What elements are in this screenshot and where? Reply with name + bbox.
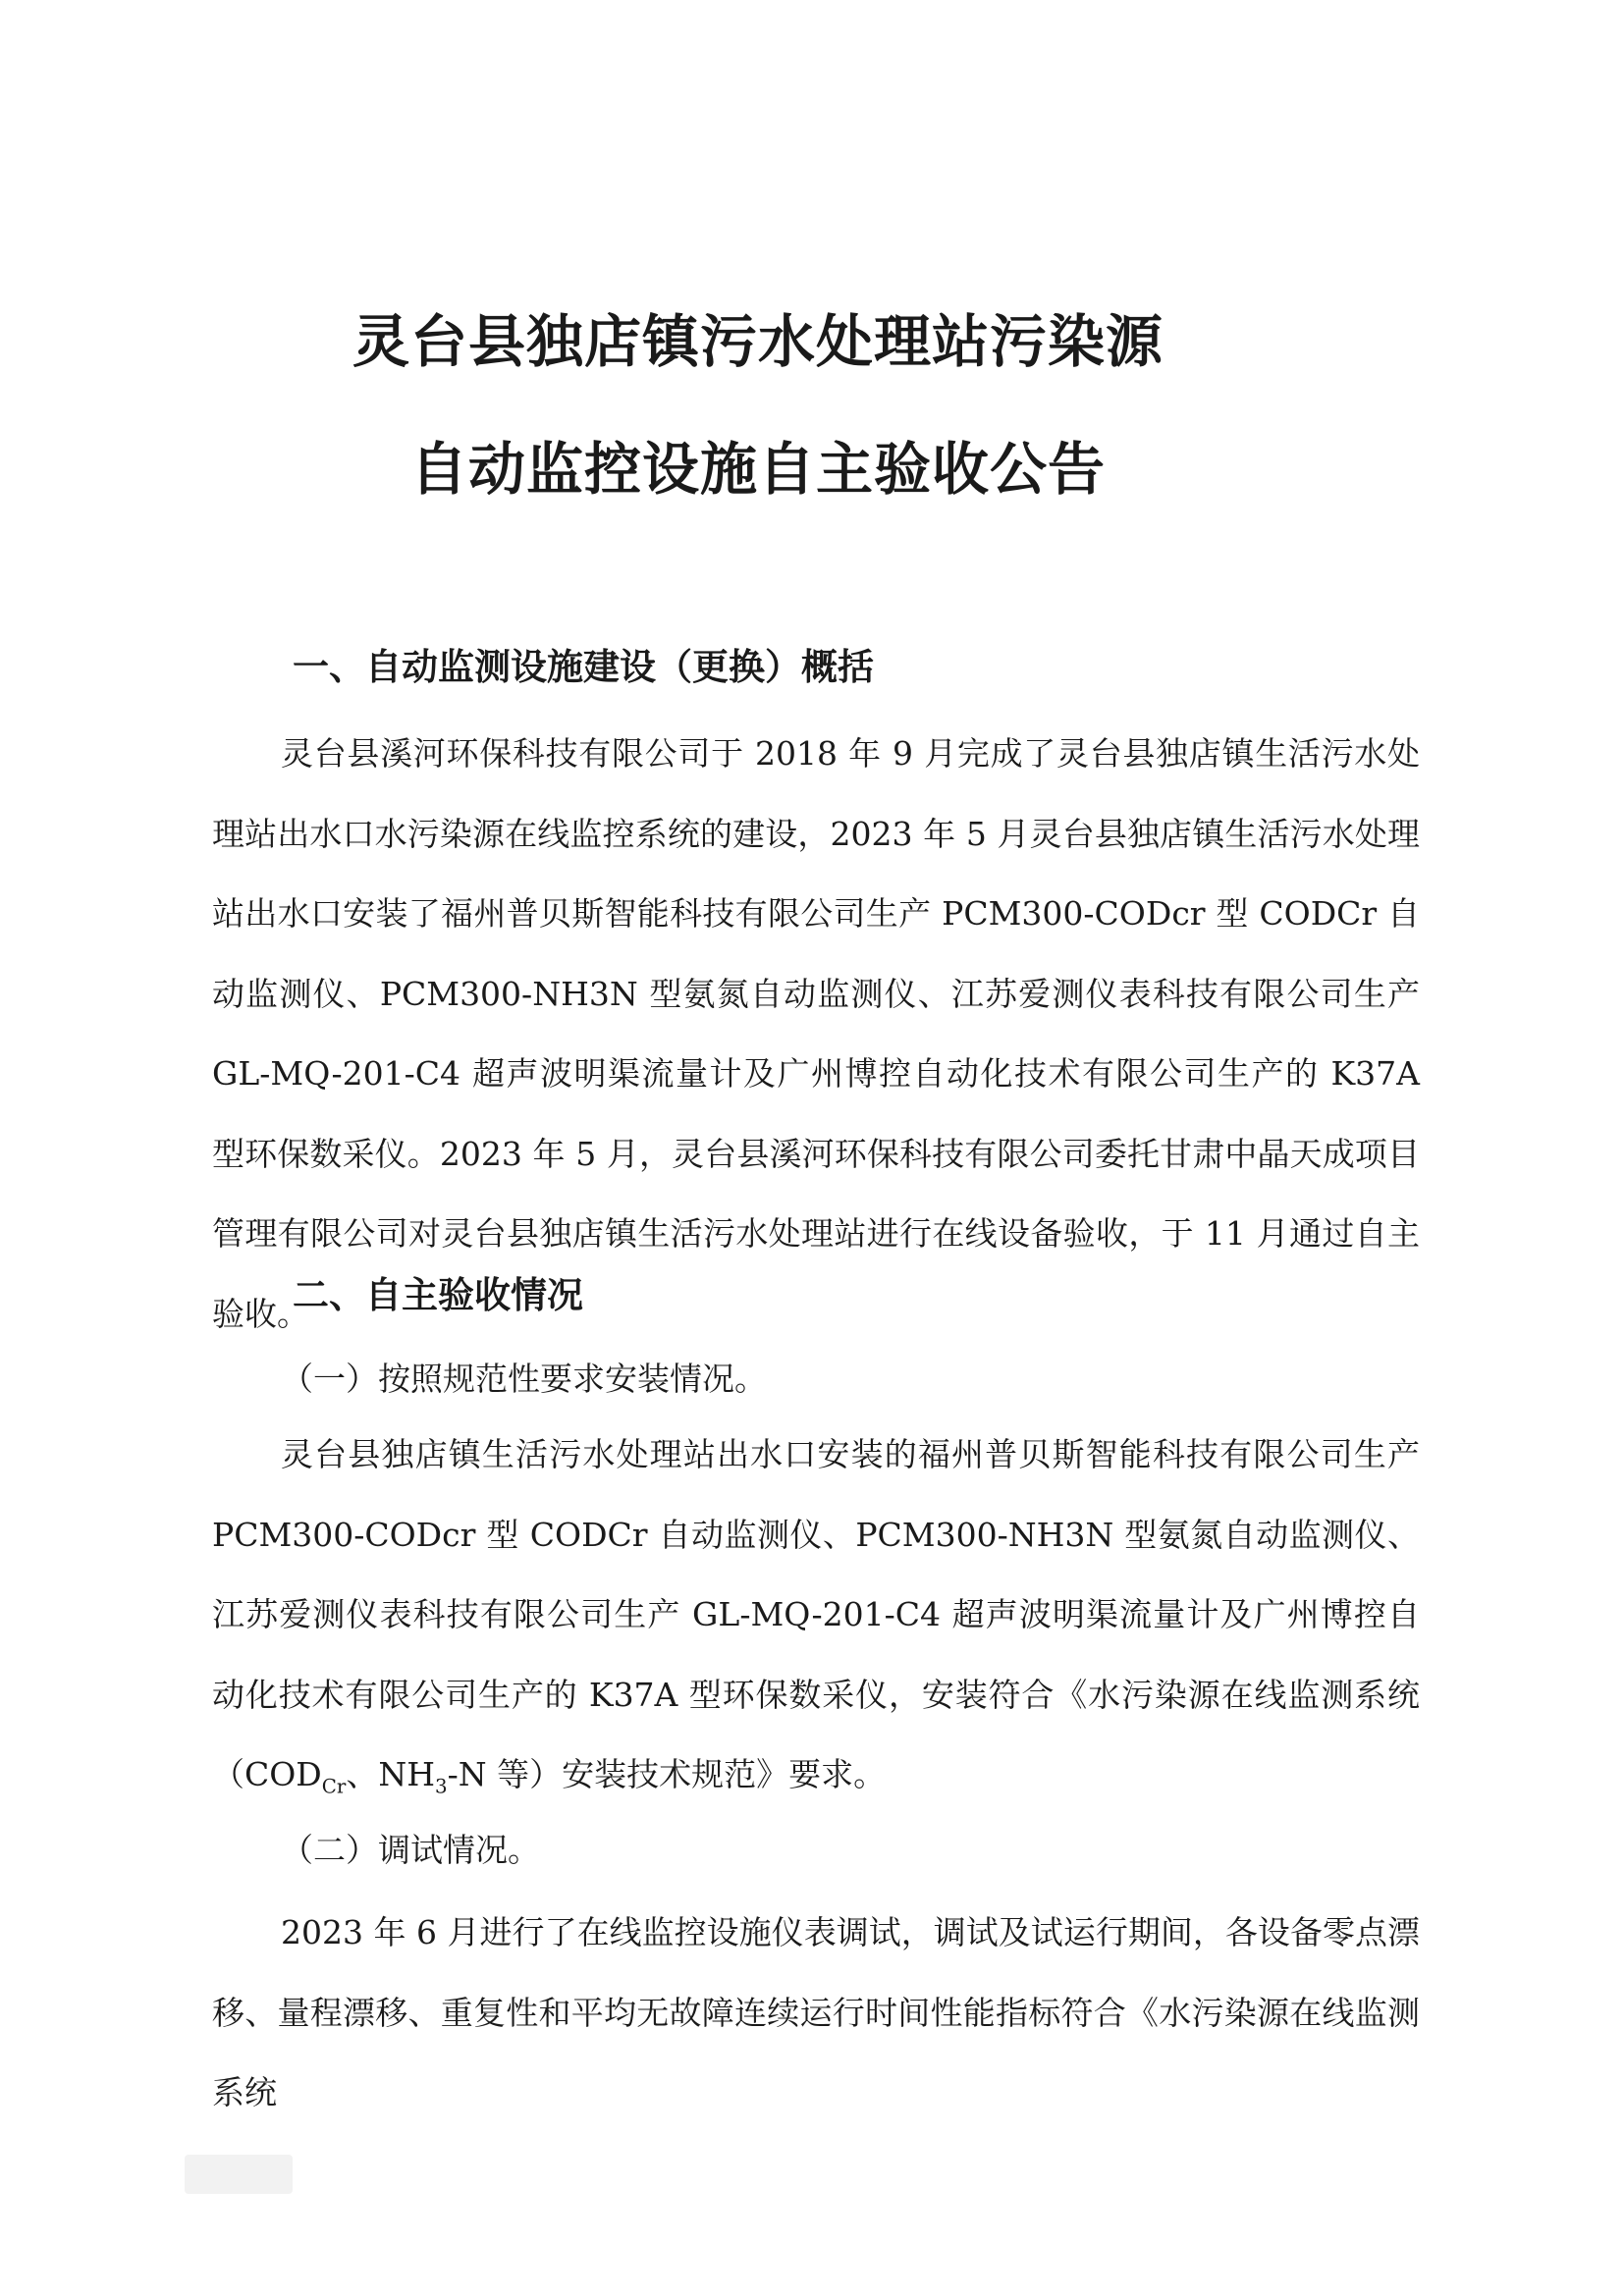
- section1-paragraph: 灵台县溪河环保科技有限公司于 2018 年 9 月完成了灵台县独店镇生活污水处理站出水口水污染源在线监控系统的建设，2023 年 5 月灵台县独店镇生活污水处理站出水口安装了福州普贝斯智能科技有限公司生产 PCM300-CODcr 型 CODCr 自动监测仪、PCM300-NH3N 型氨氮自动监测仪、江苏爱测仪表科技有限公司生产 GL-MQ-201-C4 超声波明渠流量计及广州博控自动化技术有限公司生产的 K37A 型环保数采仪。2023 年 5 月，灵台县溪河环保科技有限公司委托甘肃中晶天成项目管理有限公司对灵台县独店镇生活污水处理站进行在线设备验收，于 11 月通过自主验收。: [212, 734, 1420, 1333]
- document-title-line1: 灵台县独店镇污水处理站污染源: [352, 308, 1164, 375]
- document-title-line2: 自动监控设施自主验收公告: [409, 436, 1106, 503]
- subscript-cr: Cr: [321, 1775, 347, 1798]
- subscript-3: 3: [435, 1775, 448, 1798]
- subsection2-paragraph: 2023 年 6 月进行了在线监控设施仪表调试，调试及试运行期间，各设备零点漂移、量程漂移、重复性和平均无故障连续运行时间性能指标符合《水污染源在线监测系统: [212, 1913, 1420, 2111]
- section1-heading: 一、自动监测设施建设（更换）概括: [293, 646, 874, 688]
- section2-heading: 二、自主验收情况: [293, 1274, 583, 1316]
- subsection2-heading: （二）调试情况。: [281, 1831, 540, 1869]
- scan-artifact: [185, 2155, 293, 2194]
- subsection1-paragraph-part-a: 灵台县独店镇生活污水处理站出水口安装的福州普贝斯智能科技有限公司生产 PCM300-CODcr 型 CODCr 自动监测仪、PCM300-NH3N 型氨氮自动监测仪、江苏爱测仪表科技有限公司生产 GL-MQ-201-C4 超声波明渠流量计及广州博控自动化技术有限公司生产的 K37A 型环保数采仪，安装符合《水污染源在线监测系统（COD: [212, 1435, 1420, 1793]
- subsection1-heading: （一）按照规范性要求安装情况。: [281, 1360, 767, 1398]
- subsection1-paragraph-part-b: 、NH: [346, 1755, 436, 1793]
- subsection1-paragraph-part-c: -N 等）安装技术规范》要求。: [447, 1755, 887, 1793]
- subsection1-paragraph: [212, 1415, 1420, 1815]
